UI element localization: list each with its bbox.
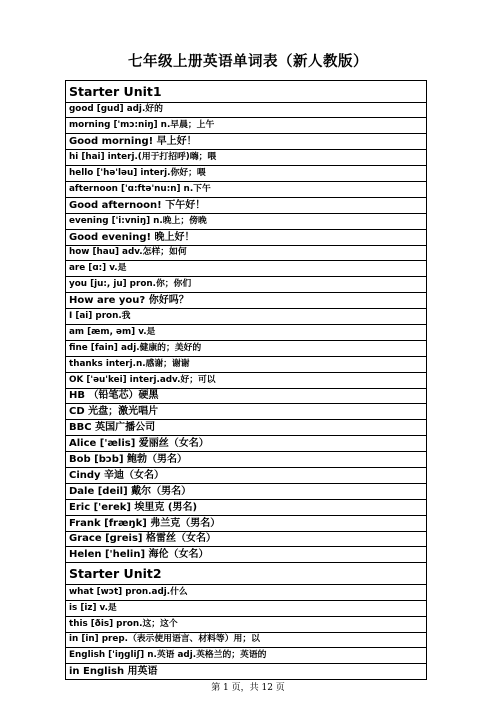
vocab-entry: am [æm, əm] v.是 (66, 324, 427, 340)
vocab-row (66, 166, 427, 182)
vocab-entry: How are you? 你好吗？ (66, 293, 427, 309)
vocab-entry: Dale [deil] 戴尔（男名） (66, 483, 427, 499)
unit-header-row (66, 81, 427, 103)
unit-header-row (66, 563, 427, 585)
vocab-row (66, 277, 427, 293)
vocab-entry: Good afternoon! 下午好！ (66, 197, 427, 213)
vocab-row (66, 102, 427, 118)
vocab-entry: Grace [greis] 格雷丝（女名） (66, 531, 427, 547)
vocab-row (66, 404, 427, 420)
vocab-row (66, 467, 427, 483)
vocab-row (66, 293, 427, 309)
vocab-entry: OK ['əu'kei] interj.adv.好；可以 (66, 372, 427, 388)
vocab-row (66, 483, 427, 499)
vocab-entry: good [gud] adj.好的 (66, 102, 427, 118)
vocab-row (66, 531, 427, 547)
vocab-row (66, 632, 427, 648)
vocab-entry: Cindy 辛迪（女名） (66, 467, 427, 483)
vocab-entry: Good evening! 晚上好！ (66, 229, 427, 245)
vocab-row (66, 436, 427, 452)
vocab-entry: BBC 英国广播公司 (66, 420, 427, 436)
vocab-row (66, 229, 427, 245)
vocab-row (66, 309, 427, 325)
vocab-entry: Helen ['helin] 海伦（女名） (66, 547, 427, 563)
vocab-entry: thanks interj.n.感谢；谢谢 (66, 356, 427, 372)
vocab-entry: in [in] prep.（表示使用语言、材料等）用；以 (66, 632, 427, 648)
vocab-entry: what [wɔt] pron.adj.什么 (66, 584, 427, 600)
vocab-entry: how [hau] adv.怎样；如何 (66, 245, 427, 261)
vocab-row (66, 197, 427, 213)
vocab-row (66, 181, 427, 197)
vocab-row (66, 261, 427, 277)
vocab-row (66, 245, 427, 261)
vocab-row (66, 584, 427, 600)
vocab-entry: Alice ['ælis] 爱丽丝（女名） (66, 436, 427, 452)
vocab-entry: in English 用英语 (66, 664, 427, 680)
vocab-row (66, 134, 427, 150)
document-title: 七年级上册英语单词表（新人教版） (128, 54, 368, 70)
vocab-entry: this [ðis] pron.这；这个 (66, 616, 427, 632)
vocab-row (66, 616, 427, 632)
vocab-row (66, 600, 427, 616)
vocab-row (66, 340, 427, 356)
vocab-row (66, 664, 427, 680)
vocab-entry: Bob [bɔb] 鲍勃（男名） (66, 452, 427, 468)
vocab-entry: evening ['i:vniŋ] n.晚上；傍晚 (66, 213, 427, 229)
vocab-entry: hello ['hə'ləu] interj.你好；喂 (66, 166, 427, 182)
vocab-entry: Frank [fræŋk] 弗兰克（男名） (66, 515, 427, 531)
vocab-row (66, 515, 427, 531)
vocab-row (66, 372, 427, 388)
vocab-row (66, 324, 427, 340)
vocab-entry: Good morning! 早上好！ (66, 134, 427, 150)
vocab-entry: English ['iŋgliʃ] n.英语 adj.英格兰的；英语的 (66, 648, 427, 664)
vocab-entry: you [ju:, ju] pron.你；你们 (66, 277, 427, 293)
vocab-row (66, 420, 427, 436)
vocab-entry: morning ['mɔ:niŋ] n.早晨；上午 (66, 118, 427, 134)
vocab-entry: HB （铅笔芯）硬黑 (66, 388, 427, 404)
vocab-row (66, 213, 427, 229)
vocab-entry: Eric ['erek] 埃里克 (男名) (66, 499, 427, 515)
unit-title: Starter Unit1 (66, 81, 427, 103)
page-footer: 第 1 页，共 12 页 (211, 683, 285, 693)
vocab-row (66, 356, 427, 372)
vocabulary-table (65, 80, 427, 680)
vocab-row (66, 388, 427, 404)
vocab-row (66, 150, 427, 166)
vocab-entry: CD 光盘；激光唱片 (66, 404, 427, 420)
vocab-entry: is [iz] v.是 (66, 600, 427, 616)
vocab-entry: I [ai] pron.我 (66, 309, 427, 325)
vocab-row (66, 547, 427, 563)
vocab-entry: are [ɑ:] v.是 (66, 261, 427, 277)
vocab-row (66, 452, 427, 468)
vocab-entry: hi [hai] interj.(用于打招呼)嗨；喂 (66, 150, 427, 166)
unit-title: Starter Unit2 (66, 563, 427, 585)
vocab-row (66, 648, 427, 664)
vocab-row (66, 499, 427, 515)
vocab-row (66, 118, 427, 134)
vocab-entry: fine [fain] adj.健康的；美好的 (66, 340, 427, 356)
vocab-entry: afternoon ['ɑ:ftə'nu:n] n.下午 (66, 181, 427, 197)
